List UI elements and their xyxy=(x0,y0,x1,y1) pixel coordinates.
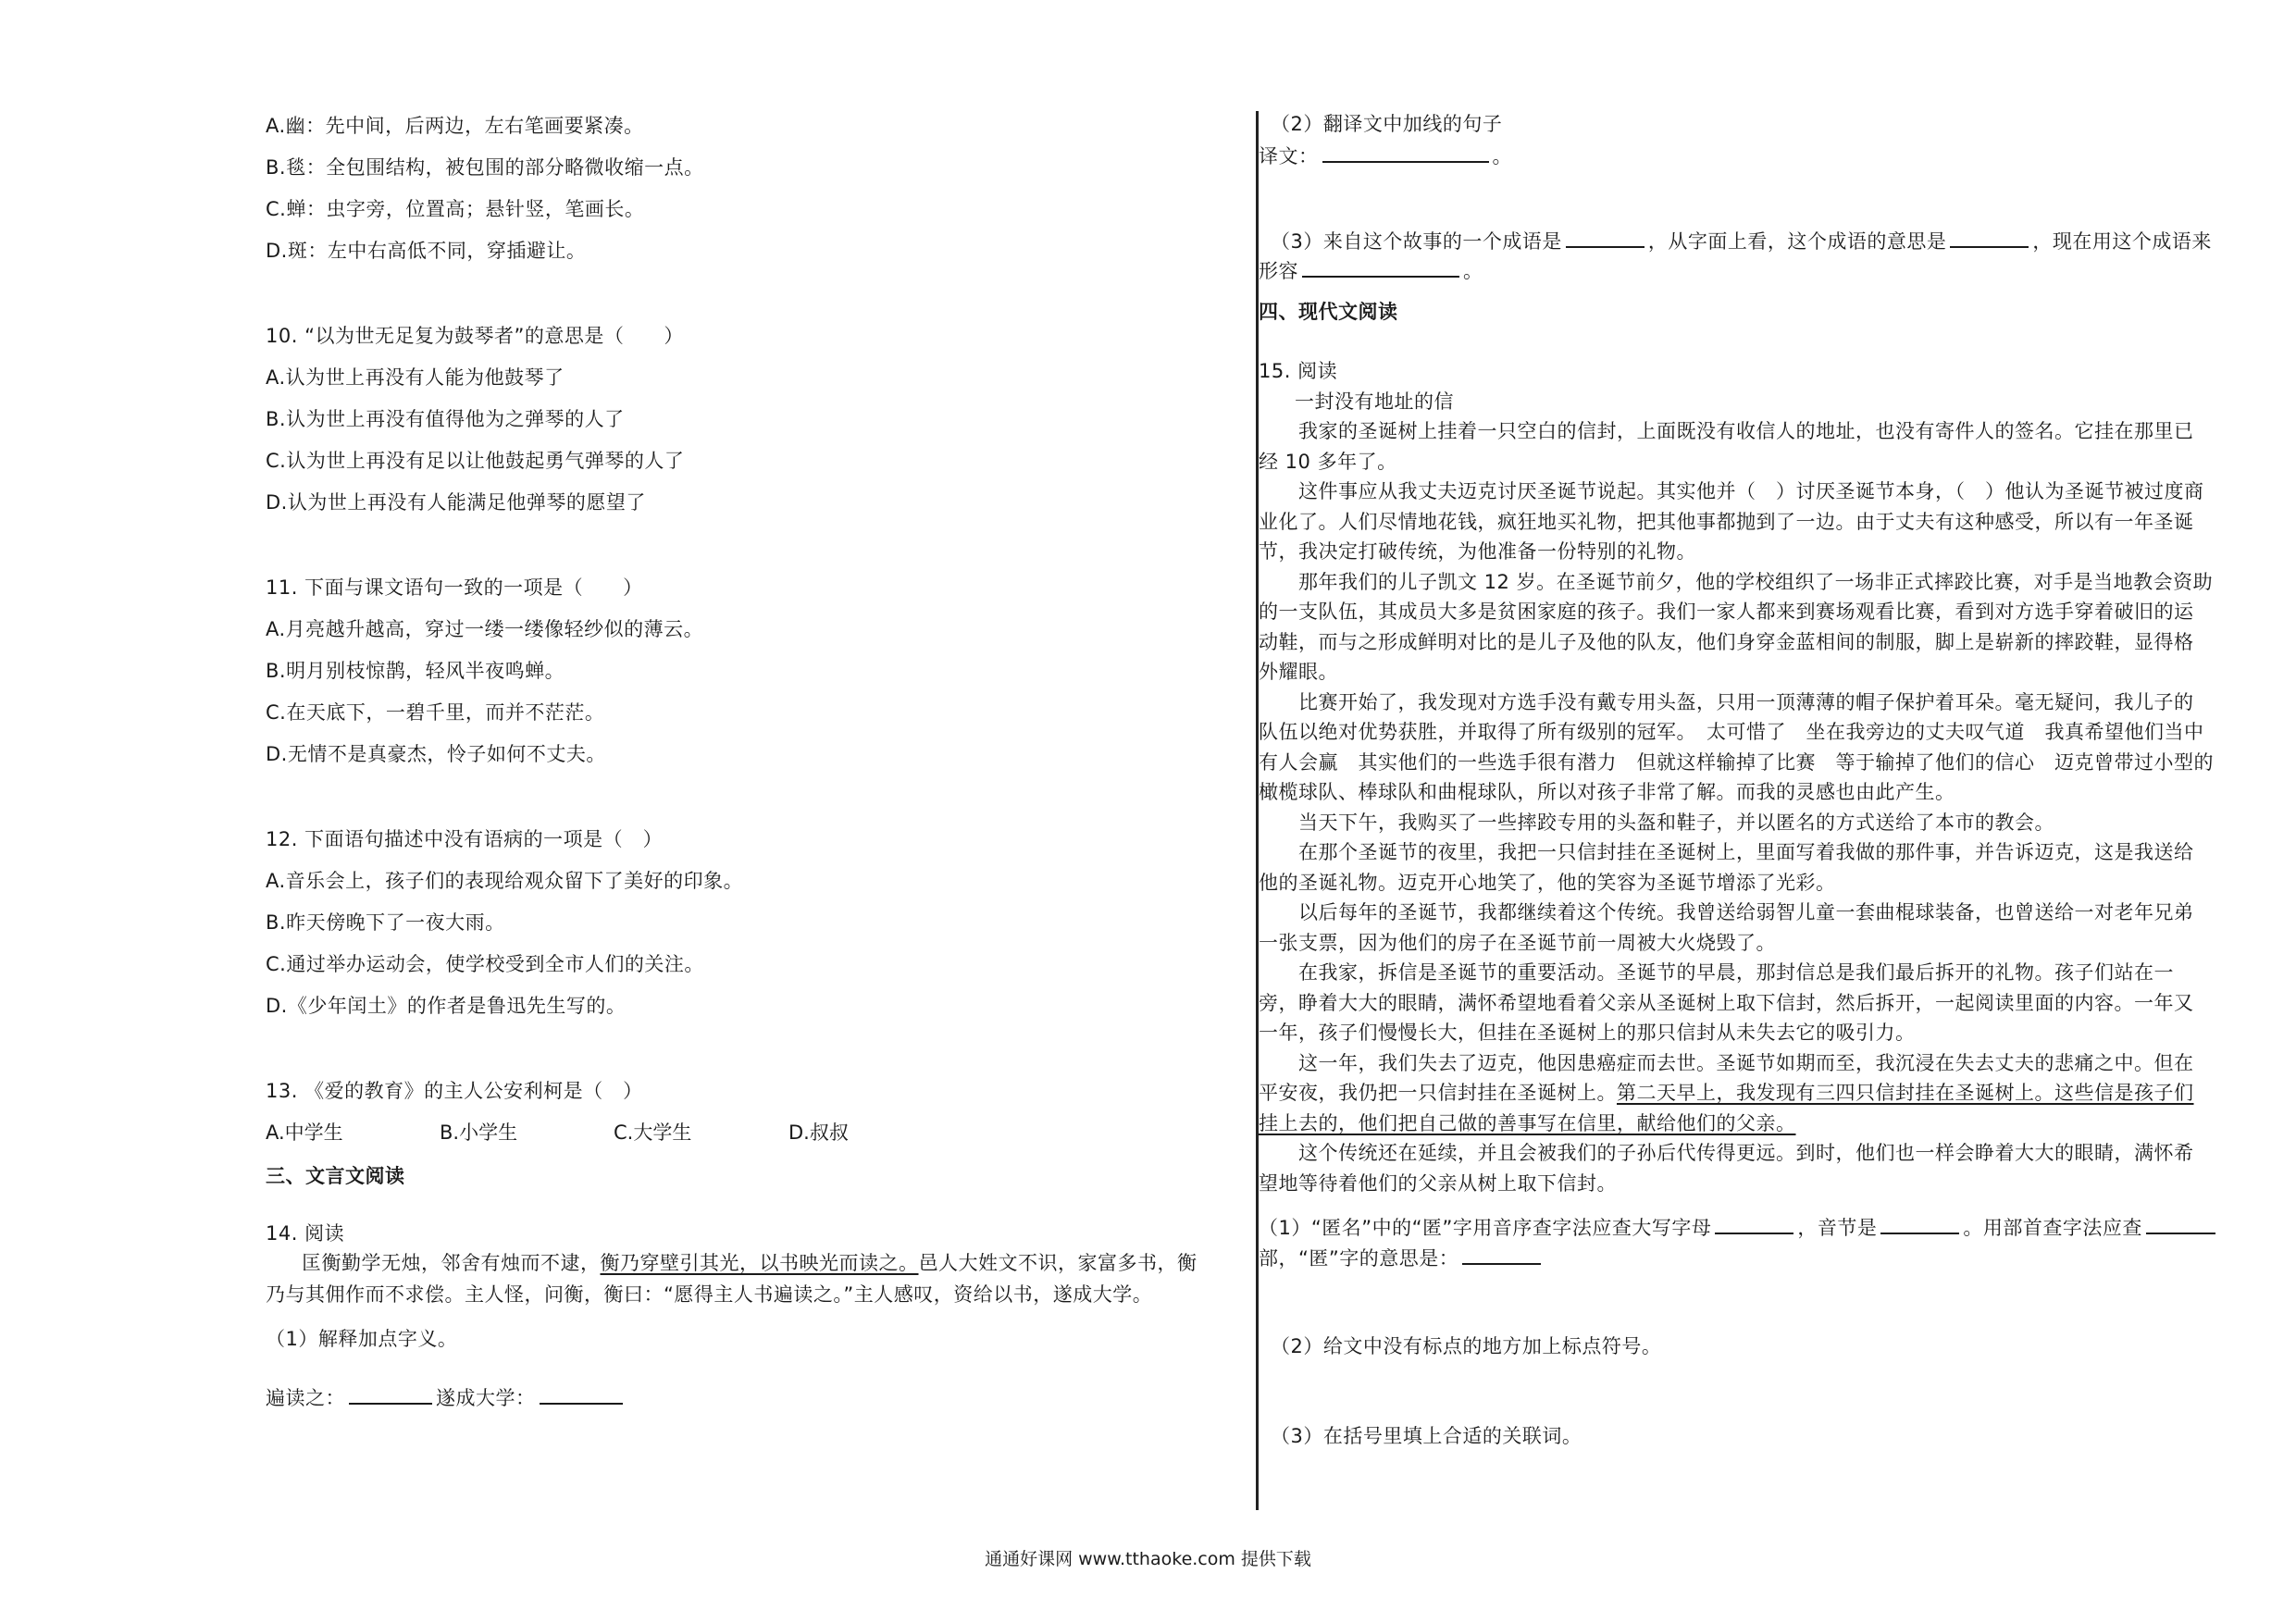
q11-option-c: C.在天底下，一碧千里，而并不茫茫。 xyxy=(266,701,605,724)
answer-blank[interactable] xyxy=(2146,1212,2215,1234)
q12-option-a: A.音乐会上，孩子们的表现给观众留下了美好的印象。 xyxy=(266,870,744,892)
q14-sub1: （1）解释加点字义。 xyxy=(266,1328,458,1350)
answer-blank[interactable] xyxy=(1462,1243,1541,1265)
translation-label: 译文： xyxy=(1259,145,1319,167)
q15-line: 那年我们的儿子凯文 12 岁。在圣诞节前夕，他的学校组织了一场非正式摔跤比赛，对手是当地教会资助 xyxy=(1259,571,2214,593)
q15-sub1-line-2 xyxy=(1259,1243,1545,1272)
q14-sub3-text-b: ，从字面上看，这个成语的意思是 xyxy=(1647,230,1947,253)
q15-text: 平安夜，我仍把一只信封挂在圣诞树上。 xyxy=(1259,1082,1617,1104)
q13-option-c: C.大学生 xyxy=(614,1121,692,1144)
q9-option-d: D.斑：左中右高低不同，穿插避让。 xyxy=(266,240,587,262)
q15-line: 在那个圣诞节的夜里，我把一只信封挂在圣诞树上，里面写着我做的那件事，并告诉迈克，这是我送给 xyxy=(1259,841,2194,863)
q14-sub1-term-a: 遍读之： xyxy=(266,1387,345,1409)
q15-line: 经 10 多年了。 xyxy=(1259,451,1397,473)
q11-option-a: A.月亮越升越高，穿过一缕一缕像轻纱似的薄云。 xyxy=(266,618,704,640)
q14-sub3-text-d: 形容 xyxy=(1259,260,1298,282)
answer-blank[interactable] xyxy=(349,1382,432,1405)
q15-stem: 15. 阅读 xyxy=(1259,360,1338,382)
q15-passage-title: 一封没有地址的信 xyxy=(1295,390,1454,413)
answer-blank[interactable] xyxy=(1880,1212,1959,1234)
q9-option-b: B.毯：全包围结构，被包围的部分略微收缩一点。 xyxy=(266,156,704,179)
q15-line: 业化了。人们尽情地花钱，疯狂地买礼物，把其他事都抛到了一边。由于丈夫有这种感受，所以有一年圣诞 xyxy=(1259,511,2194,533)
q15-sub1-text-c: 。用部首查字法应查 xyxy=(1963,1217,2142,1239)
q15-line-with-underline xyxy=(1259,1079,2194,1107)
q15-line: 外耀眼。 xyxy=(1259,661,1338,683)
q9-option-c: C.蝉：虫字旁，位置高；悬针竖，笔画长。 xyxy=(266,198,645,220)
q14-sub3-text-c: ，现在用这个成语来 xyxy=(2032,230,2212,253)
q15-line: 旁，睁着大大的眼睛，满怀希望地看着父亲从圣诞树上取下信封，然后拆开，一起阅读里面的内容。一年又 xyxy=(1259,992,2194,1014)
q15-underlined-sentence: 第二天早上，我发现有三四只信封挂在圣诞树上。这些信是孩子们 xyxy=(1617,1082,2194,1104)
q15-line: 比赛开始了，我发现对方选手没有戴专用头盔，只用一顶薄薄的帽子保护着耳朵。毫无疑问，我儿子的 xyxy=(1259,691,2194,713)
q10-option-d: D.认为世上再没有人能满足他弹琴的愿望了 xyxy=(266,491,646,514)
q10-option-b: B.认为世上再没有值得他为之弹琴的人了 xyxy=(266,408,625,430)
section-4-heading: 四、现代文阅读 xyxy=(1259,301,1398,323)
q15-sub1-text-b: ，音节是 xyxy=(1797,1217,1878,1239)
q9-option-a: A.幽：先中间，后两边，左右笔画要紧凑。 xyxy=(266,115,644,137)
q14-sub1-answers xyxy=(266,1382,627,1412)
q13-option-d: D.叔叔 xyxy=(788,1121,849,1144)
q11-option-d: D.无情不是真豪杰，怜子如何不丈夫。 xyxy=(266,743,606,765)
answer-blank[interactable] xyxy=(540,1382,623,1405)
q12-stem: 12. 下面语句描述中没有语病的一项是（ ） xyxy=(266,828,664,850)
q12-option-b: B.昨天傍晚下了一夜大雨。 xyxy=(266,911,505,934)
q15-line: 在我家，拆信是圣诞节的重要活动。圣诞节的早晨，那封信总是我们最后拆开的礼物。孩子们站在一 xyxy=(1259,961,2174,984)
q15-line: 当天下午，我购买了一些摔跤专用的头盔和鞋子，并以匿名的方式送给了本市的教会。 xyxy=(1259,812,2054,834)
q14-passage-text-b: 邑人大姓文不识，家富多书，衡 xyxy=(918,1252,1198,1274)
q14-sub3-text-a: （3）来自这个故事的一个成语是 xyxy=(1271,230,1562,253)
q15-line: 的一支队伍，其成员大多是贫困家庭的孩子。我们一家人都来到赛场观看比赛，看到对方选手穿着破旧的运 xyxy=(1259,601,2194,623)
q15-line: 动鞋，而与之形成鲜明对比的是儿子及他的队友，他们身穿金蓝相间的制服，脚上是崭新的摔跤鞋，显得格 xyxy=(1259,631,2194,653)
answer-blank[interactable] xyxy=(1566,226,1644,248)
q15-line: 这件事应从我丈夫迈克讨厌圣诞节说起。其实他并（ ）讨厌圣诞节本身，（ ）他认为圣诞节被过度商 xyxy=(1259,480,2204,502)
q15-sub2: （2）给文中没有标点的地方加上标点符号。 xyxy=(1271,1335,1662,1357)
q14-sub2-translation: 译文： 。 xyxy=(1259,141,1512,170)
q15-line: 有人会赢 其实他们的一些选手很有潜力 但就这样输掉了比赛 等于输掉了他们的信心 迈克曾带过小型的 xyxy=(1259,751,2214,774)
q10-option-c: C.认为世上再没有足以让他鼓起勇气弹琴的人了 xyxy=(266,450,685,472)
q14-passage-line-1 xyxy=(302,1249,1198,1277)
q15-sub1-line-1 xyxy=(1259,1212,2219,1242)
q15-line: 一张支票，因为他们的房子在圣诞节前一周被大火烧毁了。 xyxy=(1259,932,1776,954)
q14-sub2: （2）翻译文中加线的句子 xyxy=(1271,113,1503,135)
q11-stem: 11. 下面与课文语句一致的一项是（ ） xyxy=(266,576,643,599)
q15-sub1-text-d: 部，“匿”字的意思是： xyxy=(1259,1247,1459,1270)
q15-line: 望地等待着他们的父亲从树上取下信封。 xyxy=(1259,1172,1617,1195)
q15-line: 节，我决定打破传统，为他准备一份特别的礼物。 xyxy=(1259,540,1696,563)
q15-sub1-text-a: （1）“匿名”中的“匿”字用音序查字法应查大写字母 xyxy=(1259,1217,1712,1239)
q13-option-b: B.小学生 xyxy=(440,1121,518,1144)
q15-line: 他的圣诞礼物。迈克开心地笑了，他的笑容为圣诞节增添了光彩。 xyxy=(1259,872,1836,894)
q10-stem: 10. “以为世无足复为鼓琴者”的意思是（ ） xyxy=(266,325,684,347)
section-3-heading: 三、文言文阅读 xyxy=(266,1165,405,1187)
answer-blank[interactable] xyxy=(1322,141,1489,163)
footer-source-note: 通通好课网 www.tthaoke.com 提供下载 xyxy=(985,1549,1311,1569)
answer-blank[interactable] xyxy=(1302,255,1459,278)
q14-sub3-line-1 xyxy=(1271,226,2212,255)
answer-blank[interactable] xyxy=(1715,1212,1793,1234)
q14-stem: 14. 阅读 xyxy=(266,1222,345,1245)
q15-line: 这个传统还在延续，并且会被我们的子孙后代传得更远。到时，他们也一样会睁着大大的眼睛，满怀希 xyxy=(1259,1142,2194,1164)
q15-line: 这一年，我们失去了迈克，他因患癌症而去世。圣诞节如期而至，我沉浸在失去丈夫的悲痛之中。但在 xyxy=(1259,1052,2194,1074)
answer-blank[interactable] xyxy=(1950,226,2029,248)
q15-line: 一年，孩子们慢慢长大，但挂在圣诞树上的那只信封从未失去它的吸引力。 xyxy=(1259,1022,1916,1044)
q15-line: 队伍以绝对优势获胜，并取得了所有级别的冠军。 太可惜了 坐在我旁边的丈夫叹气道 我真希望他们当中 xyxy=(1259,721,2204,743)
q15-sub3: （3）在括号里填上合适的关联词。 xyxy=(1271,1425,1582,1447)
q14-sub1-term-b: 遂成大学： xyxy=(436,1387,536,1409)
q15-line: 橄榄球队、棒球队和曲棍球队，所以对孩子非常了解。而我的灵感也由此产生。 xyxy=(1259,781,1955,803)
q15-underlined-sentence-cont: 挂上去的，他们把自己做的善事写在信里，献给他们的父亲。 xyxy=(1259,1112,1796,1134)
q11-option-b: B.明月别枝惊鹊，轻风半夜鸣蝉。 xyxy=(266,660,565,682)
q15-line: 我家的圣诞树上挂着一只空白的信封，上面既没有收信人的地址，也没有寄件人的签名。它挂在那里已 xyxy=(1259,420,2194,442)
q13-option-a: A.中学生 xyxy=(266,1121,343,1144)
q14-sub3-line-2: 形容 。 xyxy=(1259,255,1483,285)
q10-option-a: A.认为世上再没有人能为他鼓琴了 xyxy=(266,366,565,389)
q14-underlined-sentence: 衡乃穿壁引其光，以书映光而读之。 xyxy=(600,1252,919,1274)
q15-line: 以后每年的圣诞节，我都继续着这个传统。我曾送给弱智儿童一套曲棍球装备，也曾送给一对老年兄弟 xyxy=(1259,901,2194,923)
q12-option-d: D.《少年闰土》的作者是鲁迅先生写的。 xyxy=(266,995,627,1017)
q14-passage-text-a: 匡衡勤学无烛，邻舍有烛而不逮， xyxy=(302,1252,601,1274)
q12-option-c: C.通过举办运动会，使学校受到全市人们的关注。 xyxy=(266,953,704,975)
q14-passage-line-2: 乃与其佣作而不求偿。主人怪，问衡，衡曰：“愿得主人书遍读之。”主人感叹，资给以书，遂成大学。 xyxy=(266,1283,1153,1306)
q13-stem: 13. 《爱的教育》的主人公安利柯是（ ） xyxy=(266,1080,643,1102)
